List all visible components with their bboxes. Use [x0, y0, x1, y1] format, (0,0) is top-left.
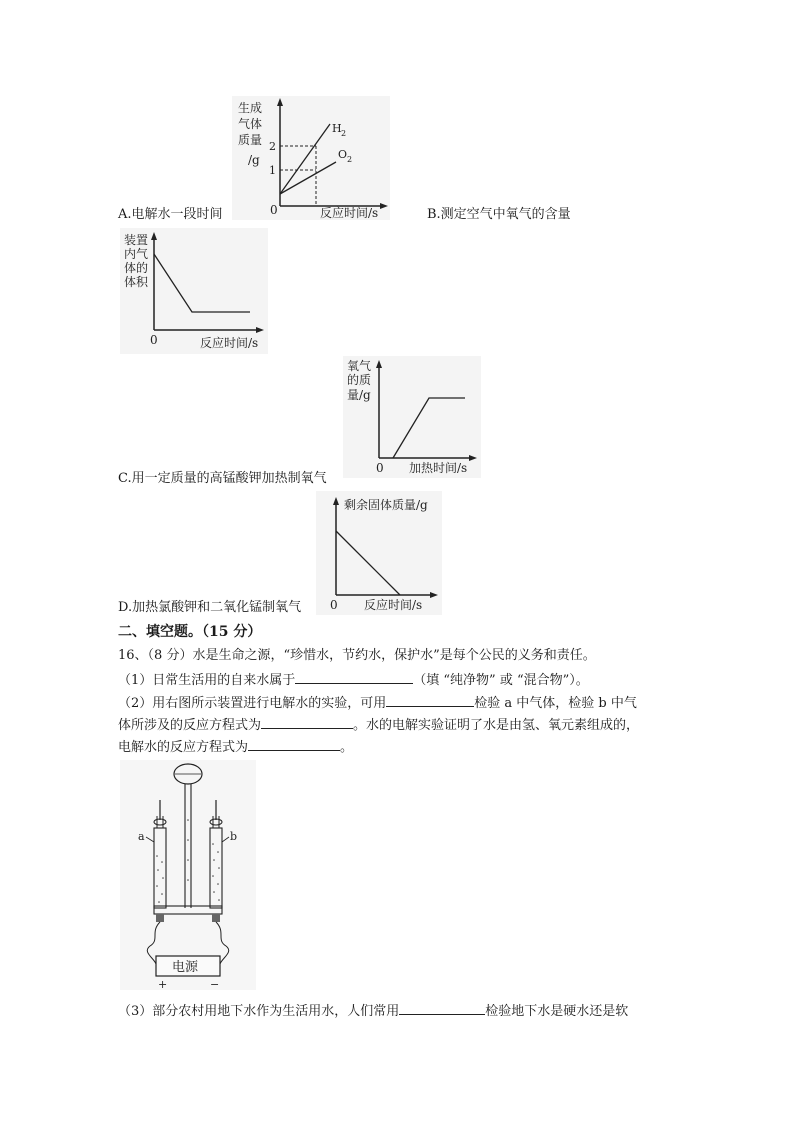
- q16-stem: 16、（8 分）水是生命之源，“珍惜水，节约水，保护水”是每个公民的义务和责任。: [118, 648, 596, 663]
- graph-c-xlabel: 加热时间/s: [409, 461, 468, 475]
- graph-c-curve: [393, 398, 465, 458]
- graph-b: [120, 228, 268, 354]
- apparatus-svg: [120, 760, 256, 990]
- graph-c-y-arrow: [376, 360, 382, 368]
- label-a-pointer: [146, 837, 154, 842]
- graph-b-ylabel-3: 体的: [124, 261, 149, 275]
- graph-d-origin: 0: [330, 598, 338, 612]
- graph-a-o2-label: O: [338, 148, 348, 161]
- q16-part1-blank[interactable]: [295, 669, 413, 684]
- graph-a-ylabel-3: 质量: [238, 133, 263, 147]
- graph-a: [232, 96, 390, 220]
- graph-a-tick-2: 2: [269, 140, 276, 153]
- graph-d-ylabel: 剩余固体质量/g: [344, 498, 428, 512]
- q16-part3-blank[interactable]: [399, 1000, 485, 1015]
- graph-a-ylabel-1: 生成: [238, 101, 263, 115]
- graph-a-origin: 0: [270, 203, 278, 217]
- graph-c-ylabel-1: 氧气: [347, 359, 372, 373]
- graph-c-origin: 0: [376, 461, 384, 475]
- graph-b-ylabel-1: 装置: [124, 233, 149, 247]
- graph-a-h2-line: [280, 124, 330, 194]
- q16-part3-b: 检验地下水是硬水还是软: [485, 1004, 629, 1019]
- graph-c-x-arrow: [469, 455, 477, 461]
- graph-d-x-arrow: [430, 592, 438, 598]
- q16-part2-c: 体所涉及的反应方程式为: [118, 718, 262, 733]
- graph-d-y-arrow: [333, 497, 339, 505]
- power-minus: −: [210, 978, 220, 991]
- q16-part2-b: 检验 a 中气体，检验 b 中气: [474, 696, 637, 711]
- graph-d: [316, 491, 442, 615]
- q16-part2-a: （2）用右图所示装置进行电解水的实验，可用: [118, 696, 387, 711]
- graph-a-xlabel: 反应时间/s: [320, 206, 379, 220]
- graph-c-svg: [343, 356, 481, 478]
- graph-c-ylabel-2: 的质: [347, 373, 372, 387]
- graph-d-svg: [316, 491, 442, 615]
- graph-b-x-arrow: [256, 327, 264, 333]
- graph-d-xlabel: 反应时间/s: [364, 598, 423, 612]
- graph-a-h2-label: H: [332, 122, 342, 135]
- left-electrode: [156, 914, 164, 922]
- graph-b-y-arrow: [151, 232, 157, 240]
- q16-part2-blank1[interactable]: [386, 692, 474, 707]
- graph-a-o2-sub: 2: [347, 155, 353, 164]
- graph-b-origin: 0: [150, 333, 158, 347]
- left-tube: [154, 828, 166, 908]
- q16-part2-e: 电解水的反应方程式为: [118, 740, 249, 755]
- right-tube: [210, 828, 222, 908]
- graph-a-ylabel-2: 气体: [238, 117, 263, 131]
- graph-a-ylabel-4: /g: [248, 153, 260, 167]
- label-b-pointer: [222, 837, 229, 842]
- option-a: A.电解水一段时间: [118, 207, 223, 222]
- label-b: b: [230, 830, 238, 843]
- q16-part1-a: （1）日常生活用的自来水属于: [118, 673, 296, 688]
- q16-part2-line3: [118, 736, 353, 757]
- q16-part2-blank3[interactable]: [248, 736, 340, 751]
- power-label: 电源: [172, 960, 199, 975]
- q16-part2-blank2[interactable]: [261, 714, 353, 729]
- bottom-tube: [154, 906, 222, 914]
- graph-a-x-arrow: [380, 203, 388, 209]
- graph-b-ylabel-2: 内气: [124, 247, 149, 261]
- q16-part3-a: （3）部分农村用地下水作为生活用水，人们常用: [118, 1004, 400, 1019]
- graph-b-svg: [120, 228, 268, 354]
- graph-b-curve: [154, 254, 250, 312]
- q16-part2-line1: [118, 692, 637, 713]
- graph-a-y-arrow: [277, 98, 283, 106]
- label-a: a: [138, 830, 145, 843]
- graph-a-o2-line: [280, 162, 336, 194]
- q16-part2-line2: [118, 714, 639, 735]
- graph-b-ylabel-4: 体积: [124, 275, 149, 289]
- option-d: D.加热氯酸钾和二氧化锰制氧气: [118, 600, 302, 615]
- q16-part1: [118, 669, 589, 690]
- graph-a-h2-sub: 2: [341, 129, 347, 138]
- q16-part3: [118, 1000, 628, 1021]
- graph-c: [343, 356, 481, 478]
- power-plus: +: [158, 978, 168, 991]
- option-c: C.用一定质量的高锰酸钾加热制氧气: [118, 471, 327, 486]
- q16-part2-d: 。水的电解实验证明了水是由氢、氧元素组成的，: [353, 718, 640, 733]
- graph-c-ylabel-3: 量/g: [347, 388, 371, 402]
- graph-b-xlabel: 反应时间/s: [200, 336, 259, 350]
- graph-a-svg: [232, 96, 390, 220]
- graph-d-curve: [336, 531, 400, 595]
- q16-part1-b: （填 “纯净物” 或 “混合物”）。: [413, 673, 589, 688]
- q16-part2-f: 。: [340, 740, 354, 755]
- section-title: 二、填空题。（15 分）: [118, 624, 262, 640]
- graph-a-tick-1: 1: [269, 164, 276, 177]
- option-b: B.测定空气中氧气的含量: [427, 207, 571, 222]
- right-electrode: [212, 914, 220, 922]
- electrolysis-apparatus: [120, 760, 256, 990]
